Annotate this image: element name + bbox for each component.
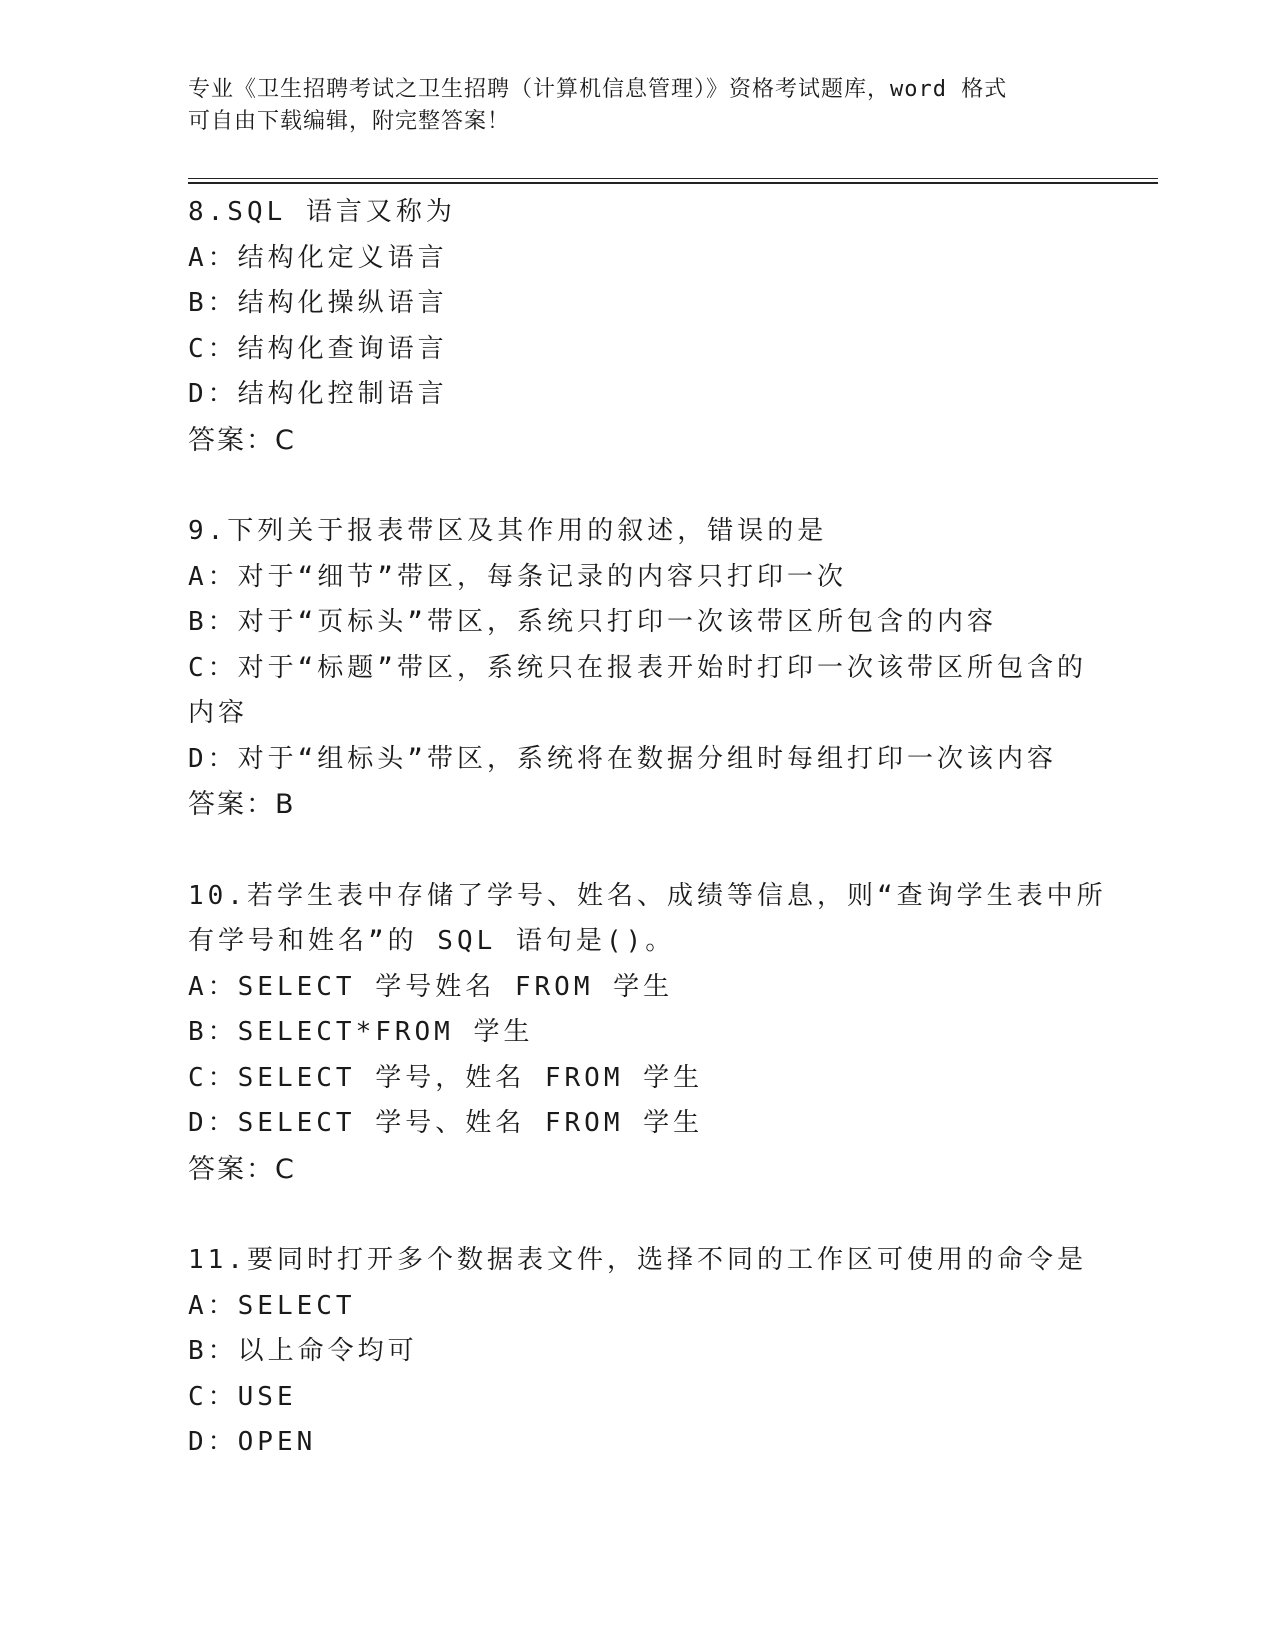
option-d: D：SELECT 学号、姓名 FROM 学生 (188, 1108, 704, 1138)
header-line-2: 可自由下载编辑，附完整答案！ (188, 109, 511, 134)
answer: 答案：B (188, 789, 296, 820)
option-c: C：SELECT 学号，姓名 FROM 学生 (188, 1062, 704, 1093)
option-b: B：对于“页标头”带区，系统只打印一次该带区所包含的内容 (188, 607, 997, 637)
option-c: C：USE (188, 1381, 297, 1412)
option-c: C：结构化查询语言 (188, 333, 448, 364)
question-list (188, 190, 1107, 1512)
option-a: A：SELECT (188, 1290, 356, 1321)
document-header (188, 74, 1068, 138)
option-a: A：SELECT 学号姓名 FROM 学生 (188, 971, 674, 1002)
question-10 (188, 874, 1107, 1193)
option-c: C：对于“标题”带区，系统只在报表开始时打印一次该带区所包含的 (188, 652, 1087, 683)
option-b: B：以上命令均可 (188, 1336, 418, 1366)
option-c-continued: 内容 (188, 698, 249, 728)
option-b: B：结构化操纵语言 (188, 288, 448, 318)
header-divider-thick (188, 182, 1158, 184)
option-a: A：结构化定义语言 (188, 242, 448, 273)
question-stem: 11.要同时打开多个数据表文件，选择不同的工作区可使用的命令是 (188, 1245, 1087, 1275)
option-d: D：对于“组标头”带区，系统将在数据分组时每组打印一次该内容 (188, 743, 1057, 774)
option-a: A：对于“细节”带区，每条记录的内容只打印一次 (188, 561, 847, 592)
question-9 (188, 509, 1088, 828)
question-11 (188, 1238, 1088, 1466)
header-line-1: 专业《卫生招聘考试之卫生招聘（计算机信息管理）》资格考试题库，word 格式 (188, 77, 1008, 102)
header-divider-thin (188, 178, 1158, 179)
option-d: D：OPEN (188, 1427, 317, 1457)
option-d: D：结构化控制语言 (188, 379, 448, 409)
question-stem: 9.下列关于报表带区及其作用的叙述，错误的是 (188, 516, 828, 546)
question-stem: 10.若学生表中存储了学号、姓名、成绩等信息，则“查询学生表中所 (188, 880, 1107, 911)
option-b: B：SELECT*FROM 学生 (188, 1017, 534, 1047)
answer: 答案：C (188, 424, 296, 456)
question-stem-continued: 有学号和姓名”的 SQL 语句是()。 (188, 926, 676, 956)
answer: 答案：C (188, 1153, 296, 1185)
question-8 (188, 190, 1088, 463)
question-stem: 8.SQL 语言又称为 (188, 197, 456, 227)
